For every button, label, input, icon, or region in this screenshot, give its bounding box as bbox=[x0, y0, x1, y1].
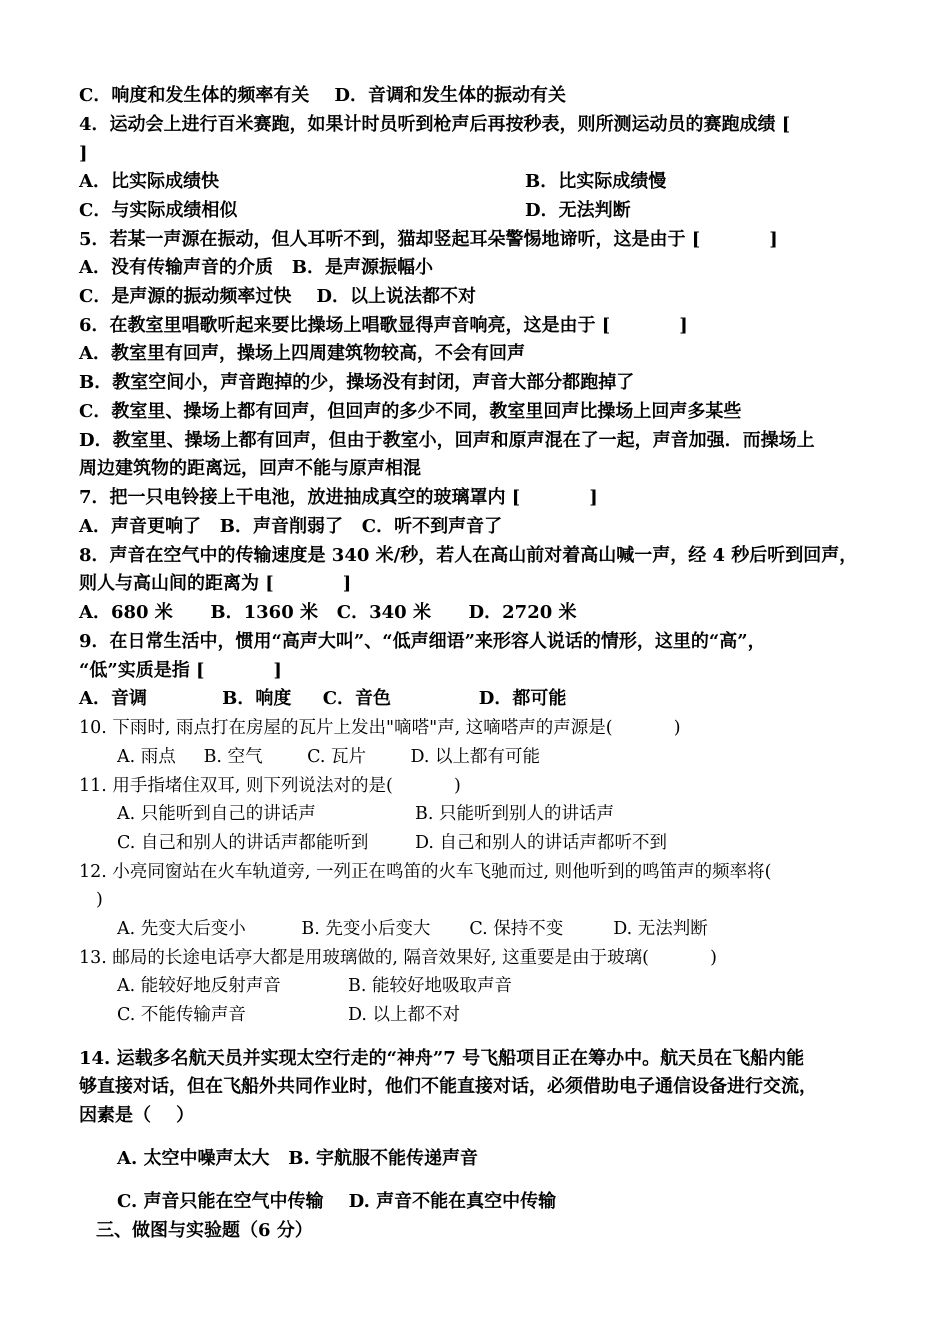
q13-option-d: D. 以上都不对 bbox=[348, 1005, 461, 1025]
q6-option-d-cont: 周边建筑物的距离远，回声不能与原声相混 bbox=[79, 458, 421, 479]
q8-options: A．680 米 B．1360 米 C．340 米 D．2720 米 bbox=[79, 602, 577, 623]
q4-options-cd bbox=[79, 199, 631, 223]
q11-options-ab bbox=[117, 802, 614, 826]
q13-stem: 13. 邮局的长途电话亭大都是用玻璃做的, 隔音效果好, 这重要是由于玻璃( ) bbox=[79, 948, 717, 968]
q6-option-d: D．教室里、操场上都有回声，但由于教室小，回声和原声混在了一起，声音加强．而操场上 bbox=[79, 430, 815, 451]
q9-options: A．音调 B．响度 C．音色 D．都可能 bbox=[79, 688, 567, 709]
q8-stem: 8．声音在空气中的传输速度是 340 米/秒，若人在高山前对着高山喊一声，经 4 秒后听到回声， bbox=[79, 545, 858, 566]
q10-stem: 10. 下雨时, 雨点打在房屋的瓦片上发出"嘀嗒"声, 这嘀嗒声的声源是( ) bbox=[79, 718, 681, 738]
q11-options-cd bbox=[117, 831, 668, 855]
q11-stem: 11. 用手指堵住双耳, 则下列说法对的是( ) bbox=[79, 776, 461, 796]
q14-options-cd: C. 声音只能在空气中传输 D. 声音不能在真空中传输 bbox=[117, 1191, 557, 1212]
q14-stem-line2: 够直接对话，但在飞船外共同作业时，他们不能直接对话，必须借助电子通信设备进行交流， bbox=[79, 1076, 817, 1097]
q8-stem-cont: 则人与高山间的距离为 [ ] bbox=[79, 573, 352, 594]
q13-option-a: A. 能较好地反射声音 bbox=[117, 976, 281, 996]
q11-option-c: C. 自己和别人的讲话声都能听到 bbox=[117, 833, 369, 853]
q4-option-a: A．比实际成绩快 bbox=[79, 171, 219, 192]
q9-stem-cont: “低”实质是指 [ ] bbox=[79, 660, 282, 681]
q7-stem: 7．把一只电铃接上干电池，放进抽成真空的玻璃罩内 [ ] bbox=[79, 487, 598, 508]
q12-stem: 12. 小亮同窗站在火车轨道旁, 一列正在鸣笛的火车飞驰而过, 则他听到的鸣笛声的频率将( bbox=[79, 862, 772, 882]
q14-options-ab: A. 太空中噪声太大 B. 宇航服不能传递声音 bbox=[117, 1148, 479, 1169]
q14-stem-line3: 因素是（ ） bbox=[79, 1105, 195, 1126]
q3-option-c: C．响度和发生体的频率有关 bbox=[79, 85, 310, 106]
q12-options: A. 先变大后变小 B. 先变小后变大 C. 保持不变 D. 无法判断 bbox=[117, 919, 708, 939]
q6-option-a: A．教室里有回声，操场上四周建筑物较高，不会有回声 bbox=[79, 343, 525, 364]
q4-option-d: D．无法判断 bbox=[525, 200, 631, 221]
q3-options-cd bbox=[79, 84, 566, 108]
q12-stem-cont: ) bbox=[96, 890, 103, 910]
q11-option-b: B. 只能听到别人的讲话声 bbox=[415, 804, 614, 824]
q5-stem: 5．若某一声源在振动，但人耳听不到，猫却竖起耳朵警惕地谛听，这是由于 [ ] bbox=[79, 229, 778, 250]
q13-option-b: B. 能较好地吸取声音 bbox=[348, 976, 512, 996]
q4-stem-cont: ] bbox=[79, 143, 88, 164]
q3-option-d: D．音调和发生体的振动有关 bbox=[334, 85, 567, 106]
q10-options: A. 雨点 B. 空气 C. 瓦片 D. 以上都有可能 bbox=[117, 747, 540, 767]
q4-option-b: B．比实际成绩慢 bbox=[525, 171, 667, 192]
q7-options: A．声音更响了 B．声音削弱了 C．听不到声音了 bbox=[79, 516, 503, 537]
q6-option-c: C．教室里、操场上都有回声，但回声的多少不同，教室里回声比操场上回声多某些 bbox=[79, 401, 742, 422]
q4-stem: 4．运动会上进行百米赛跑，如果计时员听到枪声后再按秒表，则所测运动员的赛跑成绩 [ bbox=[79, 114, 791, 135]
q4-options-ab bbox=[79, 170, 667, 194]
q11-option-a: A. 只能听到自己的讲话声 bbox=[117, 804, 316, 824]
q6-option-b: B．教室空间小，声音跑掉的少，操场没有封闭，声音大部分都跑掉了 bbox=[79, 372, 635, 393]
q6-stem: 6．在教室里唱歌听起来要比操场上唱歌显得声音响亮，这是由于 [ ] bbox=[79, 315, 688, 336]
q14-stem-line1: 14. 运载多名航天员并实现太空行走的“神舟”7 号飞船项目正在筹办中。航天员在飞船内能 bbox=[79, 1048, 805, 1069]
q9-stem: 9．在日常生活中，惯用“高声大叫”、“低声细语”来形容人说话的情形，这里的“高”， bbox=[79, 631, 766, 652]
q11-option-d: D. 自己和别人的讲话声都听不到 bbox=[415, 833, 668, 853]
q4-option-c: C．与实际成绩相似 bbox=[79, 200, 238, 221]
q5-options-cd: C．是声源的振动频率过快 D．以上说法都不对 bbox=[79, 286, 476, 307]
section-3-title: 三、做图与实验题（6 分） bbox=[96, 1220, 313, 1241]
q13-option-c: C. 不能传输声音 bbox=[117, 1005, 246, 1025]
q13-options-ab bbox=[117, 974, 512, 998]
q5-options-ab: A．没有传输声音的介质 B．是声源振幅小 bbox=[79, 257, 433, 278]
q13-options-cd bbox=[117, 1003, 461, 1027]
